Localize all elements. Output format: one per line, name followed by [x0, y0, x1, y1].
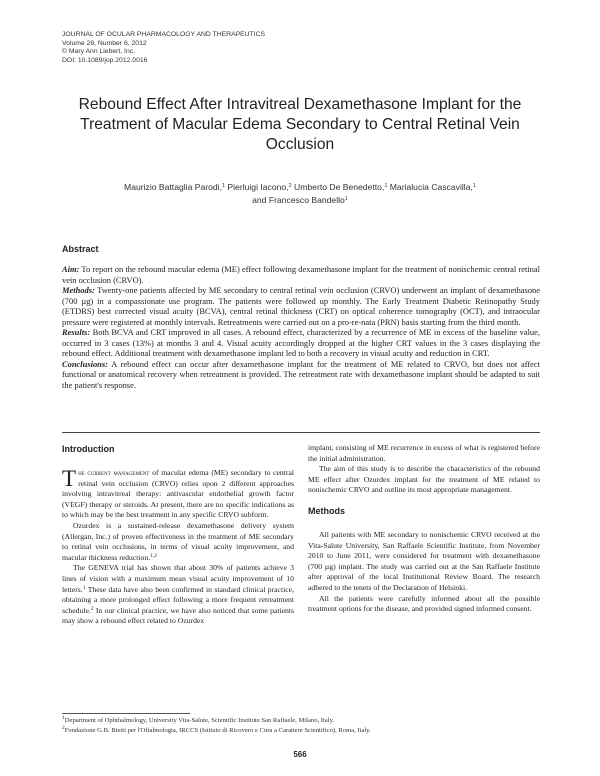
- methods-text: Twenty-one patients affected by ME secondary to central retinal vein occlusion (CRVO) underwent an implant of dexamethasone (700 µg) in a compassionate use program. The patients were followed up monthly. The Early Treatment Diabetic Retinopathy Study (ETDRS) best corrected visual acuity (BCVA), central retinal thickness (CRT) on optical coherence tomography (OCT), and intraocular pressure were registered at monthly intervals. Retreatments were carried out on a pro-re-nata (PRN) basis starting from the third month.: [62, 285, 540, 327]
- citation-marker: 2: [90, 605, 94, 612]
- methods-heading: Methods: [308, 505, 345, 516]
- article-title: Rebound Effect After Intravitreal Dexamethasone Implant for the Treatment of Macular Edema Secondary to Central Retinal Vein Occlusion: [78, 96, 522, 153]
- author-name: Pierluigi Iacono,: [225, 182, 289, 192]
- aim-label: Aim:: [62, 264, 80, 274]
- footnotes: [62, 716, 540, 735]
- methods-label: Methods:: [62, 285, 95, 295]
- intro-p3b-text: These data have also been confirmed in standard clinical practice, obtaining a more prolonged effect following a more frequent retreatment schedule.: [62, 584, 294, 615]
- footnote-affiliation-2: [62, 726, 540, 736]
- affiliation-marker: 1: [221, 183, 226, 189]
- abstract-body: [62, 264, 540, 390]
- affiliation-marker: 1: [472, 183, 476, 189]
- journal-doi: DOI: 10.1089/jop.2012.0016: [62, 57, 148, 65]
- drop-cap: T: [62, 466, 77, 491]
- abstract-heading: Abstract: [62, 244, 99, 254]
- conclusions-text: A rebound effect can occur after dexamethasone implant for the treatment of ME related to CRVO, but does not affect functional or anatomical recovery when retreatment is provided. The retreatment rate with dexamethasone implant should be adapted to suit the patient's response.: [62, 358, 540, 390]
- abstract-divider: [62, 432, 540, 433]
- journal-volume: Volume 28, Number 6, 2012: [62, 39, 147, 47]
- results-label: Results:: [62, 327, 91, 337]
- citation-marker: 1: [82, 584, 86, 591]
- intro-continuation: implant, consisting of ME recurrence in excess of what is registered before the initial administration.: [308, 443, 540, 463]
- affiliation-marker: 1: [384, 183, 388, 189]
- author-name: and Francesco Bandello: [252, 194, 345, 205]
- intro-paragraph-3: [62, 563, 294, 627]
- right-column: [308, 443, 540, 615]
- results-text: Both BCVA and CRT improved in all cases. A rebound effect, characterized by a recurrence of ME in excess of the baseline value, occurred in 3 cases (13%) at months 3 and 4. Visual acuity accordingly dropped at the higher CRT values in the 3 cases displaying the rebound effect. Additional treatment with dexamethasone implant led to both a recovery in visual acuity and reduction in CRT.: [62, 327, 540, 358]
- page-number: 566: [293, 750, 307, 759]
- footnote-divider: [62, 713, 190, 714]
- intro-p1-text: of macular edema (ME) secondary to central retinal vein occlusion (CRVO) relies upon 2 different approaches involving intravitreal therapy: antivascular endothelial growth factor (VEGF) therapy or steroids. At present, there are no specific indications as to which may be the best treatment in any specific CRVO subform.: [62, 468, 294, 520]
- intro-paragraph-2: [62, 521, 294, 563]
- intro-p3c-text: In our clinical practice, we have also noticed that some patients may show a rebound effect related to Ozurdex: [62, 605, 294, 626]
- aim-text: To report on the rebound macular edema (ME) effect following dexamethasone implant for the treatment of nonischemic central retinal vein occlusion (CRVO).: [62, 264, 540, 285]
- intro-lead-in: he current management: [78, 468, 150, 477]
- author-name: Marialucia Cascavilla,: [387, 182, 473, 192]
- journal-name: JOURNAL OF OCULAR PHARMACOLOGY AND THERAPEUTICS: [62, 31, 266, 38]
- abstract-conclusions: [62, 359, 540, 391]
- author-list: [60, 181, 540, 206]
- footnote-marker: 2: [62, 724, 65, 731]
- intro-p3a-text: The GENEVA trial has shown that about 30% of patients achieve 3 lines of vision with a maximum mean visual acuity improvement of 10 letters.: [62, 563, 294, 594]
- author-name: Maurizio Battaglia Parodi,: [124, 182, 222, 192]
- left-column: [62, 444, 294, 627]
- methods-paragraph-1: All patients with ME secondary to nonischemic CRVO received at the Vita-Salute University, San Raffaele Scientific Institute, from November 2010 to June 2011, were considered for treatment with dexamethasone (700 µg) implant. The study was carried out at the San Raffaele Institute after approval of the local Institutional Review Board. The research adhered to the tenets of the Declaration of Helsinki.: [308, 529, 540, 592]
- affiliation-marker: 1: [344, 195, 348, 202]
- intro-paragraph-1: [62, 468, 294, 521]
- journal-header: [62, 31, 265, 66]
- footnote-affiliation-1: [62, 716, 540, 726]
- author-line-2: [60, 194, 540, 207]
- affiliation-marker: 2: [288, 183, 292, 189]
- abstract-results: [62, 327, 540, 359]
- methods-paragraph-2: All the patients were carefully informed about all the possible treatment options for the disease, and provided signed informed consent.: [308, 593, 540, 614]
- abstract-aim: [62, 264, 540, 285]
- footnote-text: Department of Ophthalmology, University Vita-Salute, Scientific Institute San Raffaele, Milano, Italy.: [64, 717, 335, 724]
- citation-marker: 1,2: [150, 552, 158, 559]
- intro-p2-text: Ozurdex is a sustained-release dexamethasone delivery system (Allergan, Inc.) of proven effectiveness in the treatment of ME secondary to retinal vein occlusions, in terms of visual acuity improvement, and macular thickness reduction.: [62, 520, 294, 562]
- footnote-marker: 1: [62, 715, 65, 721]
- author-line-1: [60, 181, 540, 194]
- author-name: Umberto De Benedetto,: [291, 182, 385, 192]
- intro-paragraph-4: The aim of this study is to describe the characteristics of the rebound ME effect after Ozurdex implant for the treatment of ME related to nonischemic CRVO and outline its most appropriate management.: [308, 464, 540, 495]
- footnote-text: Fondazione G.B. Bietti per l'Oftalmologia, IRCCS (Istituto di Ricovero e Cura a Carattere Scientifico), Roma, Italy.: [64, 726, 371, 734]
- abstract-methods: [62, 285, 540, 327]
- journal-copyright: © Mary Ann Liebert, Inc.: [62, 48, 136, 56]
- conclusions-label: Conclusions:: [62, 358, 108, 369]
- introduction-heading: Introduction: [62, 444, 115, 454]
